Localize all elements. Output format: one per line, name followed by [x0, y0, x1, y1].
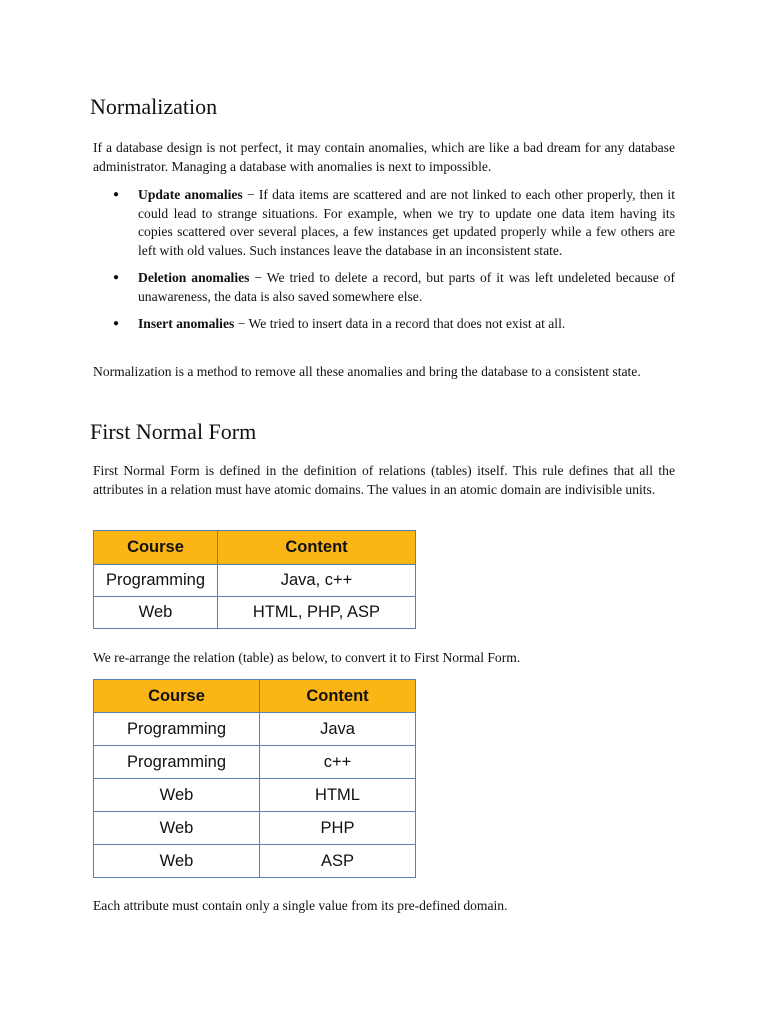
list-item-deletion-anomalies [93, 269, 675, 306]
term-deletion-anomalies: Deletion anomalies [138, 270, 250, 285]
table-cell-content: Java, c++ [218, 565, 416, 597]
table-row [94, 713, 416, 746]
table-row [94, 779, 416, 812]
column-header-course: Course [94, 531, 218, 565]
table-cell-course: Web [94, 597, 218, 629]
paragraph-fnf-definition: First Normal Form is defined in the definition of relations (tables) itself. This rule defines that all the attributes in a relation must have atomic domains. The values in an atomic domain are indivisible units. [93, 463, 675, 497]
table-first-normal-form [93, 679, 416, 878]
table-header-row [94, 531, 416, 565]
column-header-course: Course [94, 680, 260, 713]
table-cell-content: HTML, PHP, ASP [218, 597, 416, 629]
paragraph-closing: Each attribute must contain only a single value from its pre-defined domain. [93, 898, 508, 913]
table-cell-content: c++ [260, 746, 416, 779]
paragraph-intro: If a database design is not perfect, it may contain anomalies, which are like a bad dream for any database administrator. Managing a database with anomalies is next to impossible. [93, 140, 675, 174]
table-cell-content: ASP [260, 845, 416, 878]
list-item-insert-anomalies [93, 315, 675, 334]
anomalies-list [93, 186, 675, 334]
table-row [94, 812, 416, 845]
bullet-icon: ● [113, 272, 120, 283]
desc-deletion-anomalies: − We tried to delete a record, but parts of it was left undeleted because of unawareness, the data is also saved somewhere else. [138, 270, 676, 304]
desc-insert-anomalies: − We tried to insert data in a record that does not exist at all. [234, 316, 566, 331]
list-item-update-anomalies [93, 186, 675, 260]
column-header-content: Content [260, 680, 416, 713]
table-row [94, 845, 416, 878]
table-cell-course: Programming [94, 565, 218, 597]
bullet-icon: ● [113, 318, 120, 329]
table-cell-content: PHP [260, 812, 416, 845]
desc-update-anomalies: − If data items are scattered and are not linked to each other properly, then it could lead to strange situations. For example, when we try to update one data item having its copies scattered over several places, a few instances get updated properly while a few others are left with old values. Such instances leave the database in an inconsistent state. [138, 187, 675, 258]
section-heading-normalization: Normalization [90, 94, 218, 119]
column-header-content: Content [218, 531, 416, 565]
table-header-row [94, 680, 416, 713]
table-row [94, 565, 416, 597]
bullet-icon: ● [113, 189, 120, 200]
table-cell-content: Java [260, 713, 416, 746]
table-cell-course: Programming [94, 713, 260, 746]
section-heading-first-normal-form: First Normal Form [90, 419, 257, 444]
table-unnormalized [93, 530, 416, 629]
table-cell-course: Web [94, 779, 260, 812]
table-row [94, 746, 416, 779]
term-insert-anomalies: Insert anomalies [138, 316, 235, 331]
paragraph-normalization-summary: Normalization is a method to remove all these anomalies and bring the database to a consistent state. [93, 364, 641, 379]
table-cell-course: Web [94, 845, 260, 878]
table-cell-course: Web [94, 812, 260, 845]
table-cell-course: Programming [94, 746, 260, 779]
paragraph-rearrange: We re-arrange the relation (table) as below, to convert it to First Normal Form. [93, 650, 521, 665]
table-cell-content: HTML [260, 779, 416, 812]
table-row [94, 597, 416, 629]
term-update-anomalies: Update anomalies [138, 187, 243, 202]
